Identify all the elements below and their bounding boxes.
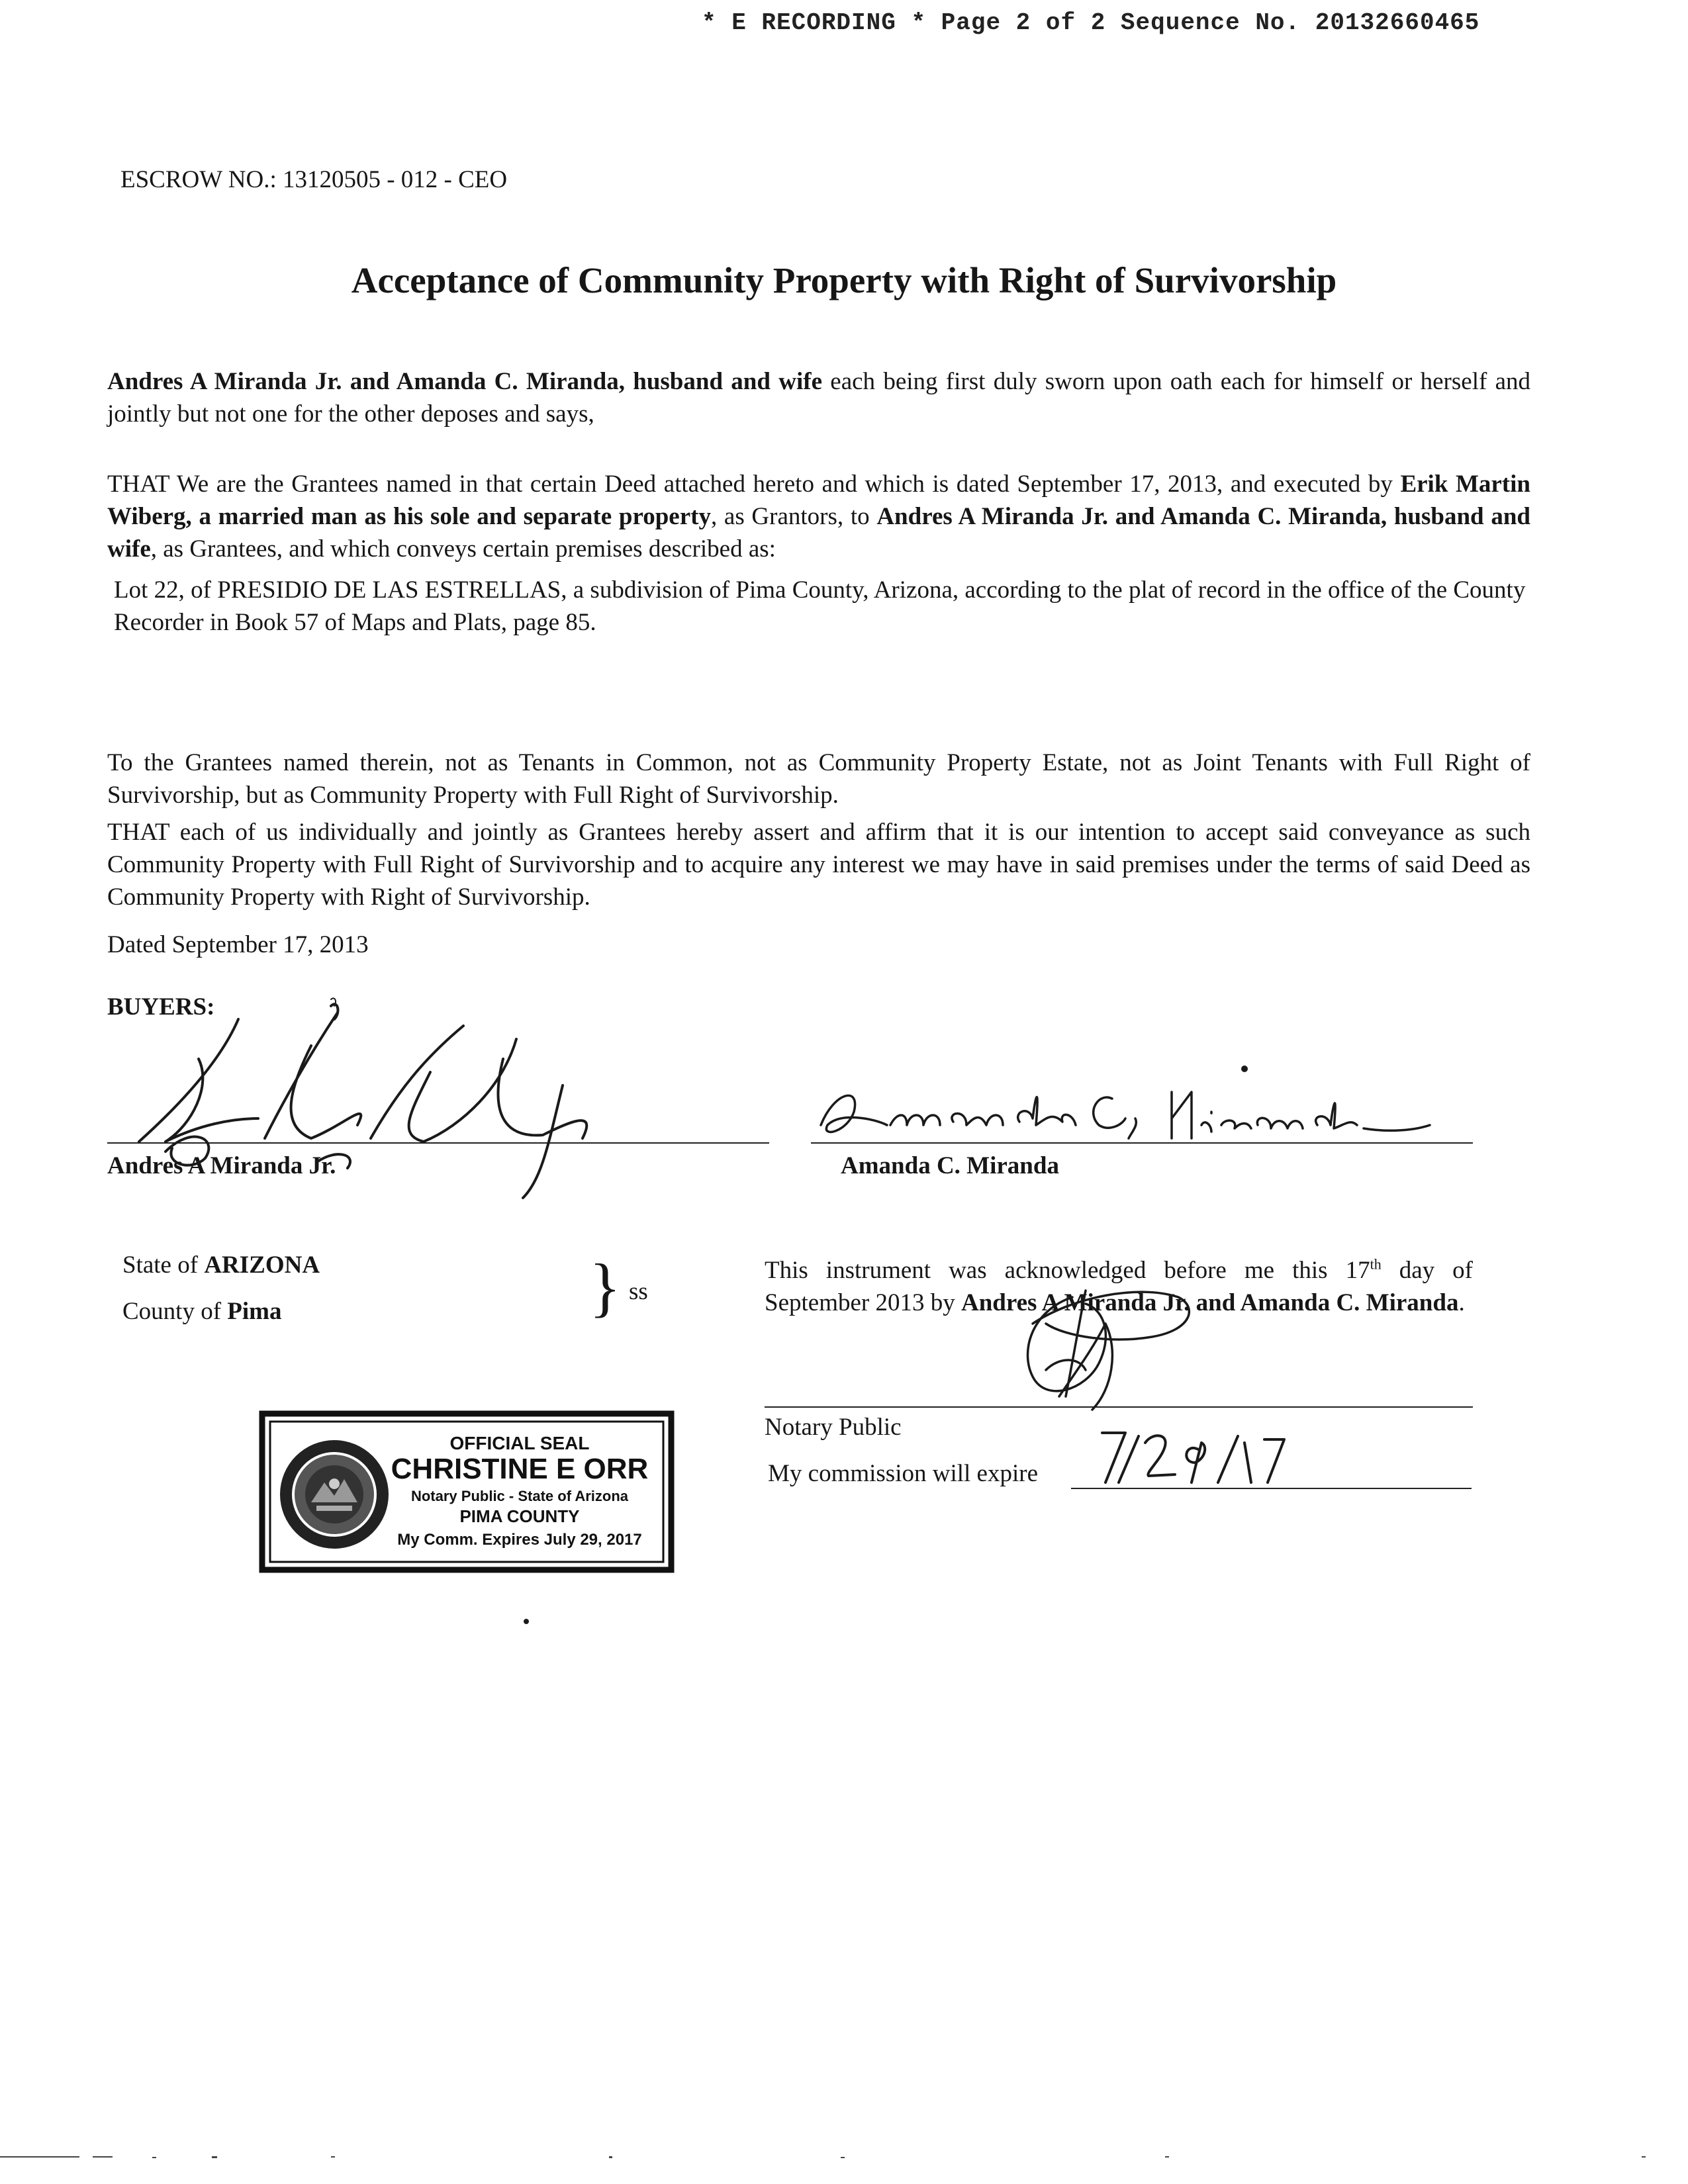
ack-text-3: . [1458, 1289, 1465, 1316]
venue-ss: ss [629, 1278, 648, 1305]
buyer1-name: Andres A Miranda Jr. [107, 1152, 336, 1179]
dated-line: Dated September 17, 2013 [107, 931, 369, 958]
recording-header: * E RECORDING * Page 2 of 2 Sequence No. 20132660465 [702, 9, 1480, 36]
commission-expire-label: My commission will expire [768, 1460, 1038, 1487]
grantee-names: Andres A Miranda Jr. and Amanda C. Miranda, husband and wife [107, 503, 1530, 563]
legal-description: Lot 22, of PRESIDIO DE LAS ESTRELLAS, a subdivision of Pima County, Arizona, according to the plat of record in the office of the County Recorder in Book 57 of Maps and Plats, page 85. [114, 576, 1526, 636]
seal-line-2: CHRISTINE E ORR [391, 1453, 649, 1485]
notary-signature-icon [1028, 1291, 1190, 1410]
intro-names: Andres A Miranda Jr. and Amanda C. Miranda, husband and wife [107, 368, 822, 395]
intro-text: each being first duly sworn upon oath each for himself or herself and jointly but not one for the other deposes and says, [107, 368, 1531, 428]
buyer2-name: Amanda C. Miranda [841, 1152, 1059, 1179]
county-value: Pima [227, 1298, 282, 1325]
that-text-2: , as Grantors, to [710, 503, 877, 530]
seal-line-4: PIMA COUNTY [459, 1506, 580, 1526]
state-label: State of [122, 1251, 205, 1279]
state-value: ARIZONA [204, 1251, 320, 1279]
buyer2-signature-icon [821, 1092, 1430, 1138]
county-label: County of [122, 1298, 228, 1325]
ack-sup: th [1370, 1255, 1382, 1273]
that-text-1: THAT We are the Grantees named in that certain Deed attached hereto and which is dated September 17, 2013, and executed by [107, 471, 1401, 498]
escrow-number: ESCROW NO.: 13120505 - 012 - CEO [120, 166, 508, 193]
grantor-name: Erik Martin Wiberg, a married man as his sole and separate property [107, 471, 1530, 530]
seal-line-5: My Comm. Expires July 29, 2017 [397, 1531, 642, 1549]
buyers-label: BUYERS: [107, 993, 215, 1021]
ack-text-1: This instrument was acknowledged before me this 17 [765, 1257, 1370, 1284]
buyer1-signature-icon [139, 1004, 586, 1198]
grantees-paragraph: To the Grantees named therein, not as Tenants in Common, not as Community Property Estate, not as Joint Tenants with Full Right of Survivorship, but as Community Property with Full Right of Survivorship. [107, 749, 1530, 809]
document-title: Acceptance of Community Property with Right of Survivorship [351, 260, 1337, 300]
notary-public-label: Notary Public [765, 1414, 902, 1441]
ack-text-2: day of September 2013 by [765, 1257, 1474, 1316]
affirm-paragraph: THAT each of us individually and jointly as Grantees hereby assert and affirm that it is our intention to accept said conveyance as such Community Property with Full Right of Survivorship and to acquire any interest we may have in said premises under the terms of said Deed as Community Property with Right of Survivorship. [107, 819, 1530, 911]
ack-names: Andres A Miranda Jr. and Amanda C. Miranda [961, 1289, 1459, 1316]
seal-line-1: OFFICIAL SEAL [449, 1433, 590, 1453]
seal-line-3: Notary Public - State of Arizona [410, 1488, 629, 1504]
expiry-date-icon [1102, 1433, 1284, 1482]
that-text-3: , as Grantees, and which conveys certain premises described as: [150, 535, 776, 563]
venue-brace: } [589, 1250, 621, 1324]
bottom-edge-specks [0, 2151, 1688, 2164]
